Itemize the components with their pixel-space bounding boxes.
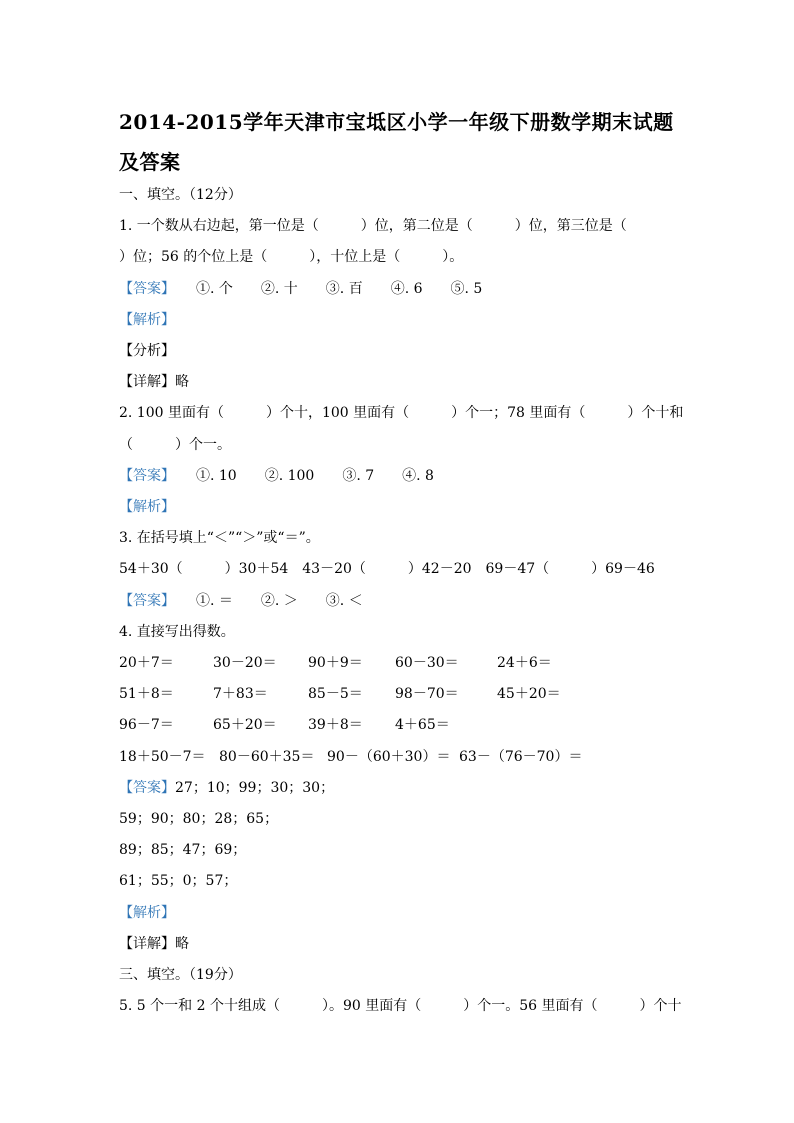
answer-label: 【答案】	[119, 592, 168, 609]
equation: 98－70＝	[395, 686, 459, 703]
text-line	[119, 840, 246, 860]
text-line	[119, 871, 237, 891]
text-line	[119, 903, 175, 923]
equation: 63－（76－70）＝	[459, 748, 583, 765]
equation: 30－20＝	[213, 655, 277, 671]
text-line	[119, 996, 682, 1016]
text-line	[119, 591, 363, 611]
line-text: ①. 个 ②. 十 ③. 百 ④. 6 ⑤. 5	[168, 280, 483, 297]
line-text: ）位；56 的个位上是（ ），十位上是（ ）。	[119, 249, 464, 266]
answer-label: 【解析】	[119, 904, 175, 921]
answer-label: 【解析】	[119, 311, 175, 328]
line-text: ①. ＝ ②. ＞ ③. ＜	[168, 592, 363, 609]
equation: 51＋8＝	[119, 686, 174, 703]
line-text: 4. 直接写出得数。	[119, 623, 235, 640]
line-text: 三、填空。（19分）	[119, 967, 242, 983]
equation: 24＋6＝	[497, 655, 552, 671]
text-line	[119, 372, 189, 392]
line-text: 3. 在括号填上“＜”“＞”或“＝”。	[119, 530, 320, 547]
line-text: 27；10；99；30；30；	[175, 779, 335, 796]
line-text: 【详解】略	[119, 374, 189, 391]
line-text: 1. 一个数从右边起，第一位是（ ）位，第二位是（ ）位，第三位是（	[119, 218, 627, 235]
text-line	[119, 247, 463, 267]
text-line	[119, 778, 334, 798]
equation: 18＋50－7＝	[119, 748, 206, 765]
equation: 4＋65＝	[395, 717, 450, 734]
equation: 45＋20＝	[497, 686, 561, 703]
line-text: 54＋30（ ）30＋54 43－20（ ）42－20 69－47（ ）69－46	[119, 561, 655, 578]
equation: 39＋8＝	[308, 717, 363, 734]
text-line	[119, 185, 242, 205]
text-line	[119, 497, 175, 517]
text-line	[119, 622, 235, 642]
text-line	[119, 466, 434, 486]
text-line	[119, 528, 320, 548]
text-line	[119, 341, 175, 361]
text-line	[119, 934, 189, 954]
text-line	[119, 809, 278, 829]
equation: 90－（60＋30）＝	[327, 748, 451, 765]
equation: 90＋9＝	[308, 655, 363, 671]
line-text: 【分析】	[119, 343, 175, 359]
line-text: 89；85；47；69；	[119, 842, 247, 859]
equation: 96－7＝	[119, 717, 174, 734]
answer-label: 【答案】	[119, 467, 168, 484]
equation: 65＋20＝	[213, 717, 277, 734]
equation: 80－60＋35＝	[219, 748, 315, 765]
equation: 20＋7＝	[119, 655, 174, 671]
line-text: 61；55；0；57；	[119, 873, 238, 890]
line-text: 一、填空。（12分）	[119, 187, 242, 203]
line-text: 2. 100 里面有（ ）个十，100 里面有（ ）个一；78 里面有（ ）个十和	[119, 405, 684, 422]
text-line	[119, 216, 627, 236]
answer-label: 【答案】	[119, 779, 175, 796]
equation: 60－30＝	[395, 655, 459, 671]
line-text: ①. 10 ②. 100 ③. 7 ④. 8	[168, 467, 434, 484]
document-title-line-1: 2014-2015学年天津市宝坻区小学一年级下册数学期末试题	[119, 110, 674, 134]
line-text: 【详解】略	[119, 935, 189, 952]
answer-label: 【答案】	[119, 280, 168, 297]
line-text: （ ）个一。	[119, 436, 231, 453]
text-line	[119, 559, 655, 579]
text-line	[119, 310, 175, 330]
text-line	[119, 435, 231, 455]
text-line	[119, 403, 683, 423]
text-line	[119, 965, 242, 985]
line-text: 59；90；80；28；65；	[119, 811, 279, 827]
equation: 7＋83＝	[213, 686, 268, 703]
answer-label: 【解析】	[119, 499, 175, 515]
line-text: 5. 5 个一和 2 个十组成（ ）。90 里面有（ ）个一。56 里面有（ ）个十	[119, 998, 682, 1015]
text-line	[119, 279, 482, 299]
equation: 85－5＝	[308, 686, 363, 703]
document-title-line-2: 及答案	[119, 150, 181, 174]
